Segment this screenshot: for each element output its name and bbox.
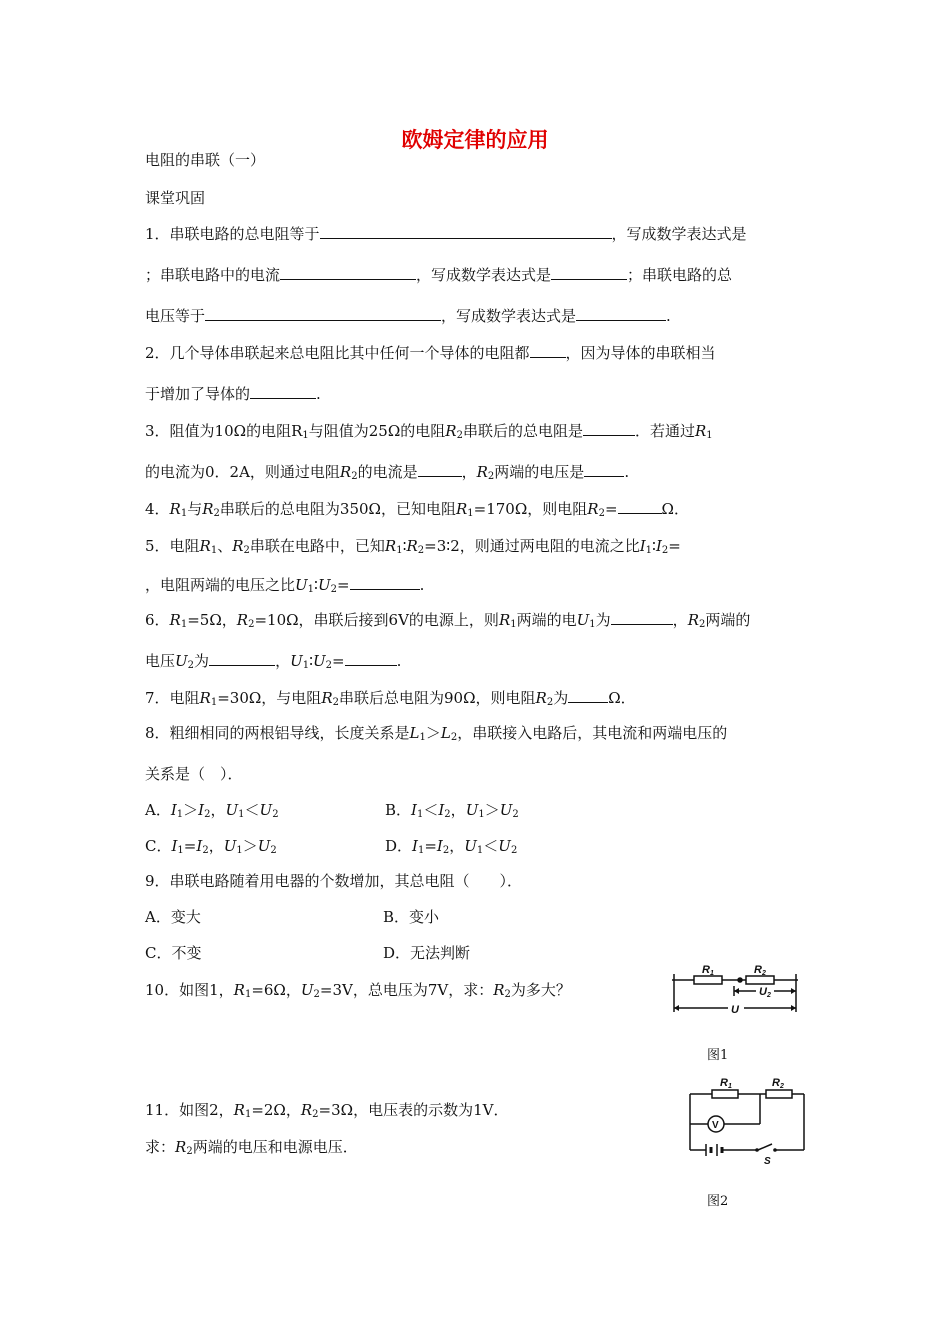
- question-8-option-c[interactable]: C．$I_1=I_2$，$U_1>U_2$: [145, 837, 277, 856]
- figure-1-circuit: [668, 964, 804, 1020]
- figure-1-r1-label: R1: [702, 964, 714, 977]
- question-8-option-a[interactable]: A．$I_1>I_2$，$U_1<U_2$: [145, 801, 279, 820]
- figure-2-switch-label: S: [764, 1156, 771, 1166]
- voltmeter-icon: V: [712, 1120, 719, 1131]
- answer-blank[interactable]: [583, 421, 635, 436]
- question-9-option-a[interactable]: A．变大: [145, 908, 201, 926]
- question-11-line-2: 求：$R_2$两端的电压和电源电压．: [145, 1138, 358, 1157]
- question-6-line-1: 6．$R_1=5\Omega$，$R_2=10\Omega$，串联后接到6V的电源上，则$R_1$两端的电$U_1$为 ，$R_2$两端的: [145, 611, 751, 630]
- question-6-line-2: 电压$U_2$为 ，$U_1∶U_2=$ .: [145, 652, 402, 671]
- answer-blank[interactable]: [584, 462, 624, 477]
- question-8-line-1: 8．粗细相同的两根铝导线，长度关系是$L_1>L_2$，串联接入电路后，其电流和两端电压的: [145, 724, 728, 743]
- answer-blank[interactable]: [611, 610, 673, 625]
- answer-blank[interactable]: [418, 462, 462, 477]
- figure-2-caption: 图2: [707, 1194, 729, 1209]
- question-7: 7．电阻$R_1=30\Omega$，与电阻$R_2$串联后总电阻为90Ω，则电阻$R_2$为 Ω．: [145, 689, 636, 708]
- question-1-line-1: 1．串联电路的总电阻等于 ，写成数学表达式是: [145, 225, 747, 243]
- figure-1-u-label: U: [731, 1004, 739, 1016]
- answer-blank[interactable]: [530, 343, 566, 358]
- figure-1-r2-label: R2: [754, 964, 766, 977]
- figure-1-u2-label: U2: [759, 986, 771, 999]
- question-9-stem: 9．串联电路随着用电器的个数增加，其总电阻（ ）．: [145, 872, 523, 890]
- answer-blank[interactable]: [320, 224, 612, 239]
- answer-blank[interactable]: [205, 306, 441, 321]
- question-8-option-d[interactable]: D．$I_1=I_2$，$U_1<U_2$: [385, 837, 518, 856]
- answer-blank[interactable]: [350, 575, 420, 590]
- question-11-line-1: 11．如图2，$R_1=2\Omega$，$R_2=3\Omega$，电压表的示数为1V．: [145, 1101, 509, 1120]
- question-3-line-2: 的电流为0．2A，则通过电阻$R_2$的电流是 ，$R_2$两端的电压是 .: [145, 463, 630, 482]
- page-title: 欧姆定律的应用: [401, 128, 549, 152]
- section-heading: 电阻的串联（一）: [145, 151, 266, 169]
- answer-blank[interactable]: [576, 306, 666, 321]
- answer-blank[interactable]: [568, 688, 608, 703]
- figure-2-r2-label: R2: [772, 1077, 784, 1090]
- question-3-line-1: 3．阻值为10Ω的电阻$R_1$与阻值为25Ω的电阻$R_2$串联后的总电阻是 ．若通过$R_1$: [145, 422, 713, 441]
- question-2-line-2: 于增加了导体的 .: [145, 385, 321, 403]
- question-1-line-3: 电压等于 ，写成数学表达式是 .: [145, 307, 671, 325]
- answer-blank[interactable]: [618, 499, 662, 514]
- question-9-option-d[interactable]: D．无法判断: [383, 944, 471, 962]
- question-5-line-2: ，电阻两端的电压之比$U_1∶U_2=$ .: [145, 576, 425, 595]
- answer-blank[interactable]: [551, 265, 627, 280]
- question-8-option-b[interactable]: B．$I_1<I_2$，$U_1>U_2$: [385, 801, 519, 820]
- answer-blank[interactable]: [209, 651, 275, 666]
- question-9-option-b[interactable]: B．变小: [383, 908, 440, 926]
- answer-blank[interactable]: [280, 265, 416, 280]
- question-8-line-2: 关系是（ ）．: [145, 765, 243, 783]
- answer-blank[interactable]: [345, 651, 397, 666]
- question-4: 4．$R_1$与$R_2$串联后的总电阻为350Ω，已知电阻$R_1=170\Omega$，则电阻$R_2= \Omega$．: [145, 500, 689, 519]
- figure-2-r1-label: R1: [720, 1077, 732, 1090]
- question-5-line-1: 5．电阻$R_1$、$R_2$串联在电路中，已知$R_1∶R_2=3∶2$，则通过两电阻的电流之比$I_1∶I_2=$: [145, 537, 681, 556]
- answer-blank[interactable]: [250, 384, 316, 399]
- figure-1-caption: 图1: [707, 1048, 729, 1063]
- question-10: 10．如图1，$R_1=6\Omega$，$U_2=3V$，总电压为7V，求：$R_2$为多大？: [145, 981, 571, 1000]
- subsection-heading: 课堂巩固: [145, 189, 206, 207]
- figure-2-circuit: [684, 1076, 810, 1166]
- question-9-option-c[interactable]: C．不变: [145, 944, 202, 962]
- question-1-line-2: ；串联电路中的电流 ，写成数学表达式是 ；串联电路的总: [145, 266, 733, 284]
- question-2-line-1: 2．几个导体串联起来总电阻比其中任何一个导体的电阻都 ，因为导体的串联相当: [145, 344, 716, 362]
